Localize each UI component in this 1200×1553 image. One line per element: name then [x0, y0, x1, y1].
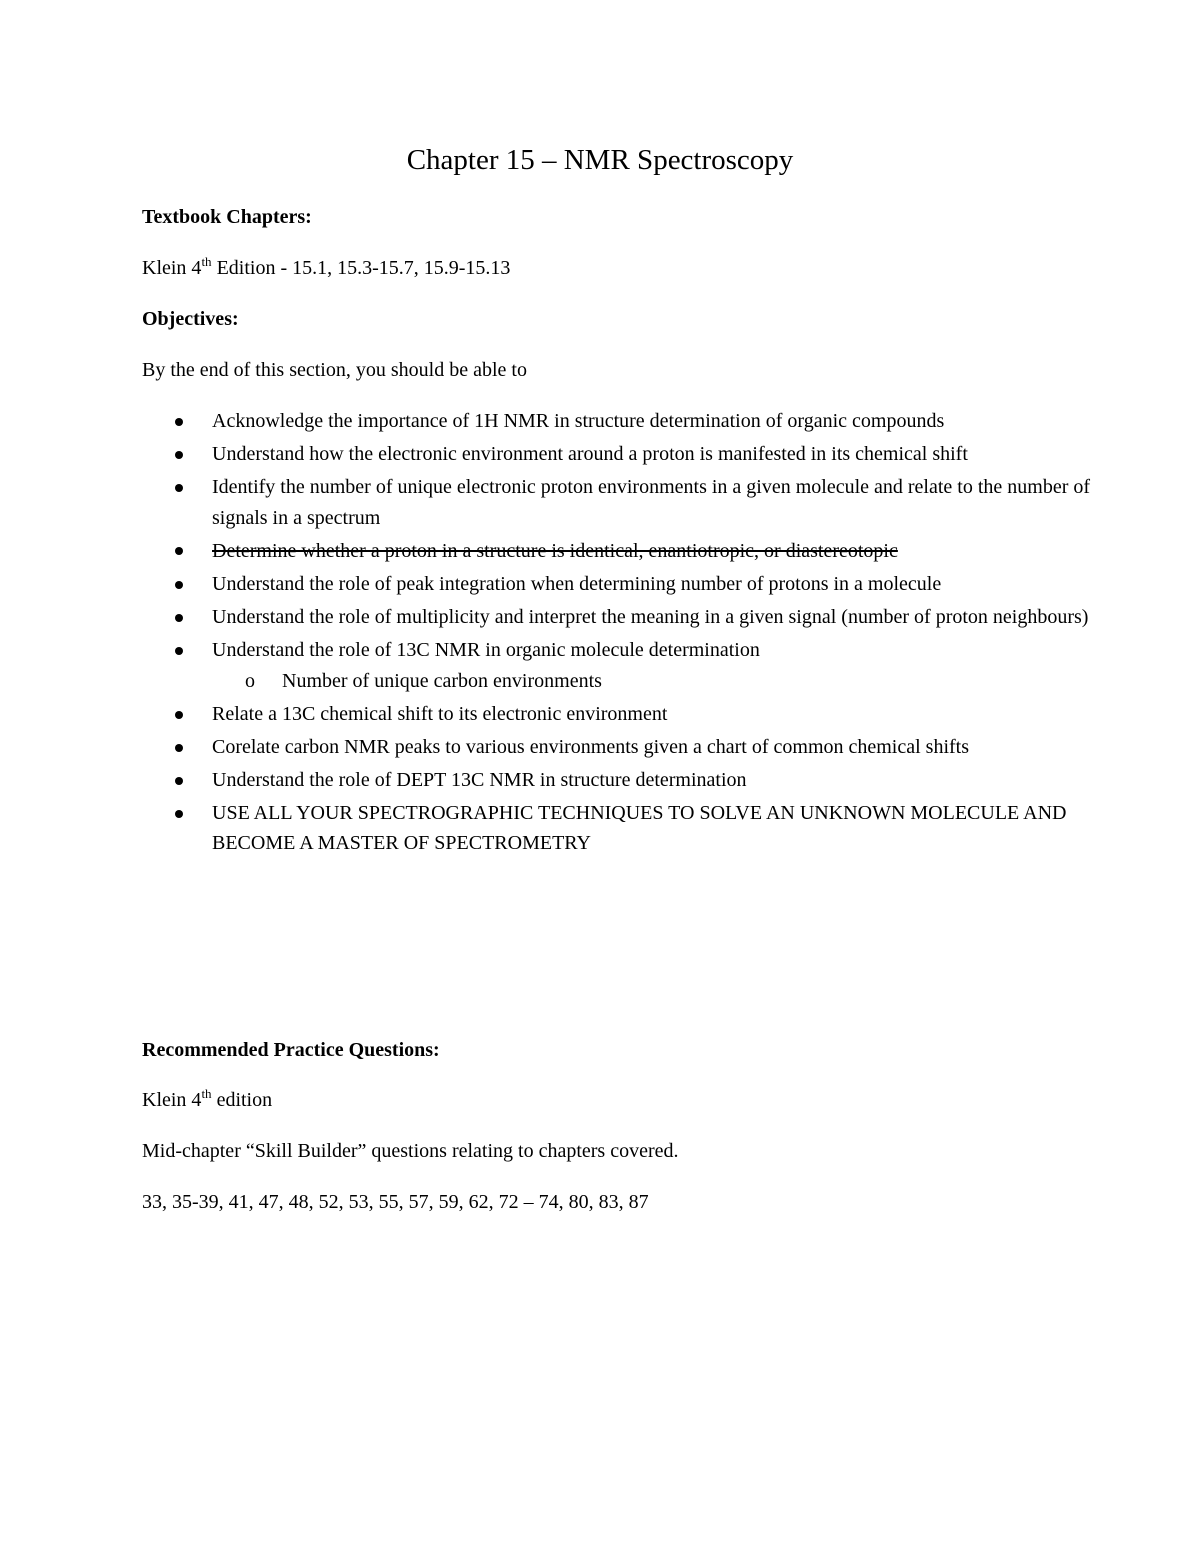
page-title: Chapter 15 – NMR Spectroscopy — [406, 144, 794, 176]
practice-edition-prefix: Klein 4 — [142, 1089, 202, 1111]
objectives-intro: By the end of this section, you should be able to — [142, 359, 527, 381]
sub-objective-text: Number of unique carbon environments — [282, 669, 602, 692]
bullet-icon — [175, 777, 183, 785]
bullet-icon — [175, 614, 183, 622]
objective-text: Determine whether a proton in a structure is identical, enantiotropic, or diastereotopic — [212, 539, 898, 562]
objective-item — [142, 406, 1102, 437]
objective-item — [142, 602, 1102, 633]
practice-edition-line — [142, 1085, 1082, 1115]
objective-text: Understand the role of DEPT 13C NMR in structure determination — [212, 768, 747, 791]
bullet-icon — [175, 810, 183, 818]
textbook-edition-sections: Edition - 15.1, 15.3-15.7, 15.9-15.13 — [211, 257, 511, 279]
sub-objective-item — [212, 666, 1102, 697]
objective-item — [142, 699, 1102, 730]
objective-text: Relate a 13C chemical shift to its electronic environment — [212, 702, 668, 725]
practice-question-numbers: 33, 35-39, 41, 47, 48, 52, 53, 55, 57, 59, 62, 72 – 74, 80, 83, 87 — [142, 1191, 649, 1213]
bullet-icon — [175, 581, 183, 589]
objective-item — [142, 569, 1102, 600]
objective-item — [142, 765, 1102, 796]
objective-text: Understand the role of 13C NMR in organic molecule determination — [212, 639, 760, 662]
objectives-heading: Objectives: — [142, 308, 239, 330]
bullet-icon — [175, 711, 183, 719]
objective-text: Understand the role of peak integration when determining number of protons in a molecule — [212, 572, 942, 595]
bullet-icon — [175, 451, 183, 459]
sub-bullet-marker: o — [245, 669, 255, 692]
bullet-icon — [175, 547, 183, 555]
bullet-icon — [175, 484, 183, 492]
textbook-chapters-heading: Textbook Chapters: — [142, 206, 312, 228]
objectives-list — [142, 406, 1102, 862]
objective-text: Corelate carbon NMR peaks to various environments given a chart of common chemical shifts — [212, 735, 970, 758]
objective-text: Understand the role of multiplicity and interpret the meaning in a given signal (number of proton neighbours) — [212, 605, 1089, 628]
bullet-icon — [175, 647, 183, 655]
objective-text: Understand how the electronic environment around a proton is manifested in its chemical shift — [212, 443, 968, 466]
objective-text: Identify the number of unique electronic proton environments in a given molecule and relate to the number of signals in a spectrum — [212, 476, 1091, 529]
objective-text: Acknowledge the importance of 1H NMR in structure determination of organic compounds — [212, 410, 945, 432]
bullet-icon — [175, 418, 183, 426]
bullet-icon — [175, 744, 183, 752]
practice-edition-ordinal: th — [201, 1086, 212, 1101]
textbook-edition-ordinal: th — [201, 254, 212, 269]
practice-heading: Recommended Practice Questions: — [142, 1039, 440, 1061]
practice-note: Mid-chapter “Skill Builder” questions relating to chapters covered. — [142, 1140, 679, 1162]
textbook-reference-line — [142, 253, 1082, 283]
objective-item — [142, 798, 1102, 859]
objective-item — [142, 635, 1102, 696]
objective-item — [142, 472, 1102, 533]
objective-item-struck — [142, 536, 1102, 567]
objective-item — [142, 732, 1102, 763]
practice-edition-suffix: edition — [211, 1089, 273, 1111]
textbook-edition-prefix: Klein 4 — [142, 257, 202, 279]
objective-item — [142, 439, 1102, 470]
objective-text: USE ALL YOUR SPECTROGRAPHIC TECHNIQUES TO SOLVE AN UNKNOWN MOLECULE AND BECOME A MASTER OF SPECTROMETRY — [212, 801, 1067, 855]
objective-sublist — [212, 666, 1102, 697]
